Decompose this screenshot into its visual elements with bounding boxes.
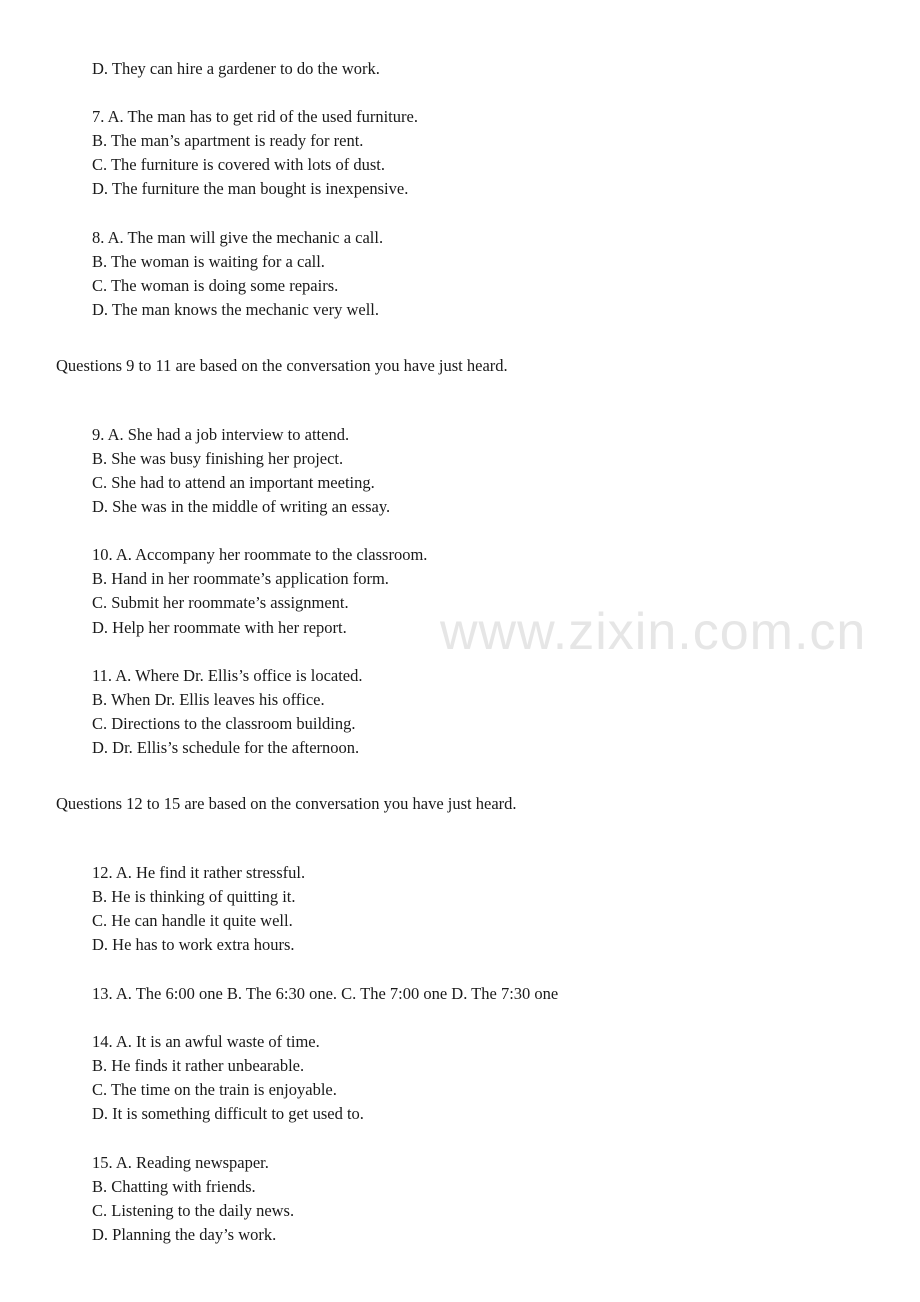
question-11-option-a: 11. A. Where Dr. Ellis’s office is located. [92, 666, 363, 685]
question-7-option-a: 7. A. The man has to get rid of the used furniture. [92, 107, 418, 126]
question-12-option-c: C. He can handle it quite well. [92, 911, 293, 930]
option-6-d: D. They can hire a gardener to do the work. [92, 59, 380, 78]
question-9-option-b: B. She was busy finishing her project. [92, 449, 344, 468]
question-15-option-d: D. Planning the day’s work. [92, 1225, 277, 1244]
question-15-option-a: 15. A. Reading newspaper. [92, 1153, 269, 1172]
question-14-option-d: D. It is something difficult to get used to. [92, 1104, 364, 1123]
question-14-option-a: 14. A. It is an awful waste of time. [92, 1032, 320, 1051]
question-11-option-c: C. Directions to the classroom building. [92, 714, 356, 733]
question-10-option-a: 10. A. Accompany her roommate to the classroom. [92, 545, 428, 564]
question-12-option-d: D. He has to work extra hours. [92, 935, 295, 954]
question-10-option-d: D. Help her roommate with her report. [92, 618, 347, 637]
question-7-option-d: D. The furniture the man bought is inexpensive. [92, 179, 409, 198]
question-11-option-d: D. Dr. Ellis’s schedule for the afternoon. [92, 738, 360, 757]
question-7-option-c: C. The furniture is covered with lots of dust. [92, 155, 385, 174]
question-12-option-b: B. He is thinking of quitting it. [92, 887, 296, 906]
section-heading-12-15: Questions 12 to 15 are based on the conversation you have just heard. [56, 794, 517, 813]
question-14-option-c: C. The time on the train is enjoyable. [92, 1080, 337, 1099]
watermark-text: www.zixin.com.cn [440, 603, 867, 661]
question-13-options: 13. A. The 6:00 one B. The 6:30 one. C. The 7:00 one D. The 7:30 one [92, 984, 559, 1003]
section-heading-9-11: Questions 9 to 11 are based on the conversation you have just heard. [56, 356, 508, 375]
question-8-option-a: 8. A. The man will give the mechanic a call. [92, 228, 384, 247]
question-8-option-c: C. The woman is doing some repairs. [92, 276, 339, 295]
question-9-option-c: C. She had to attend an important meeting. [92, 473, 375, 492]
question-15-option-c: C. Listening to the daily news. [92, 1201, 295, 1220]
question-12-option-a: 12. A. He find it rather stressful. [92, 863, 306, 882]
question-9-option-d: D. She was in the middle of writing an essay. [92, 497, 391, 516]
question-10-option-b: B. Hand in her roommate’s application form. [92, 569, 389, 588]
question-8-option-b: B. The woman is waiting for a call. [92, 252, 325, 271]
question-7-option-b: B. The man’s apartment is ready for rent. [92, 131, 364, 150]
question-9-option-a: 9. A. She had a job interview to attend. [92, 425, 350, 444]
question-15-option-b: B. Chatting with friends. [92, 1177, 256, 1196]
question-14-option-b: B. He finds it rather unbearable. [92, 1056, 305, 1075]
question-8-option-d: D. The man knows the mechanic very well. [92, 300, 379, 319]
question-11-option-b: B. When Dr. Ellis leaves his office. [92, 690, 325, 709]
question-10-option-c: C. Submit her roommate’s assignment. [92, 593, 349, 612]
